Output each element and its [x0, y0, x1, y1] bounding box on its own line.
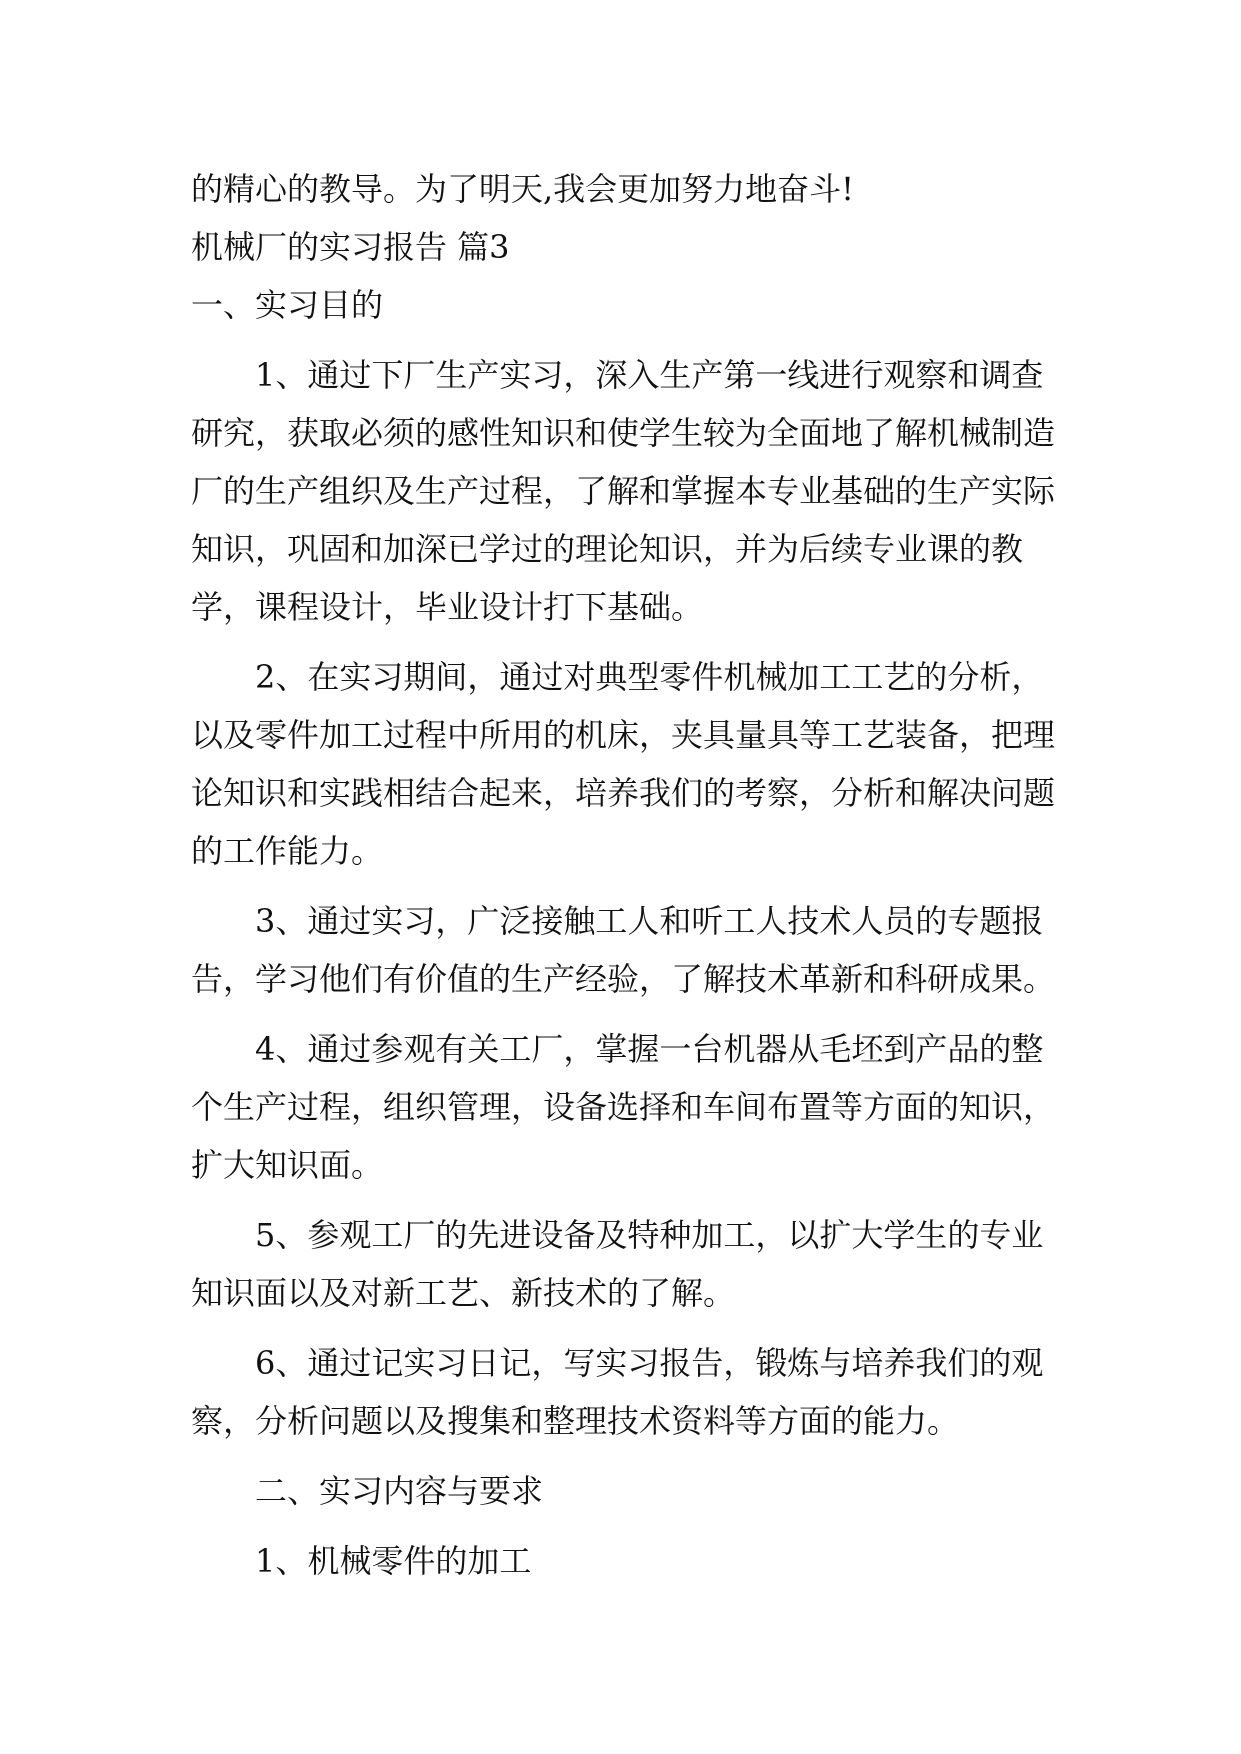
document-body: [191, 160, 1071, 1590]
paragraph-purpose-3: 3、通过实习，广泛接触工人和听工人技术人员的专题报告，学习他们有价值的生产经验，了解技术革新和科研成果。: [191, 902, 1056, 998]
subsection-machining: 1、机械零件的加工: [255, 1542, 532, 1580]
report-title: 机械厂的实习报告 篇3: [191, 228, 510, 266]
section-heading-content: 二、实习内容与要求: [255, 1472, 544, 1510]
paragraph-purpose-5: 5、参观工厂的先进设备及特种加工，以扩大学生的专业知识面以及对新工艺、新技术的了解。: [191, 1216, 1044, 1312]
paragraph-purpose-1: 1、通过下厂生产实习，深入生产第一线进行观察和调查研究，获取必须的感性知识和使学生较为全面地了解机械制造厂的生产组织及生产过程，了解和掌握本专业基础的生产实际知识，巩固和加深已学过的理论知识，并为后续专业课的教学，课程设计，毕业设计打下基础。: [191, 356, 1056, 626]
section-heading-purpose: 一、实习目的: [191, 286, 384, 324]
intro-closing-line: 的精心的教导。为了明天,我会更加努力地奋斗!: [191, 170, 855, 208]
paragraph-purpose-4: 4、通过参观有关工厂，掌握一台机器从毛坯到产品的整个生产过程，组织管理，设备选择和车间布置等方面的知识，扩大知识面。: [191, 1030, 1056, 1184]
paragraph-purpose-6: 6、通过记实习日记，写实习报告，锻炼与培养我们的观察，分析问题以及搜集和整理技术资料等方面的能力。: [191, 1344, 1044, 1440]
paragraph-purpose-2: 2、在实习期间，通过对典型零件机械加工工艺的分析，以及零件加工过程中所用的机床，夹具量具等工艺装备，把理论知识和实践相结合起来，培养我们的考察，分析和解决问题的工作能力。: [191, 658, 1056, 870]
